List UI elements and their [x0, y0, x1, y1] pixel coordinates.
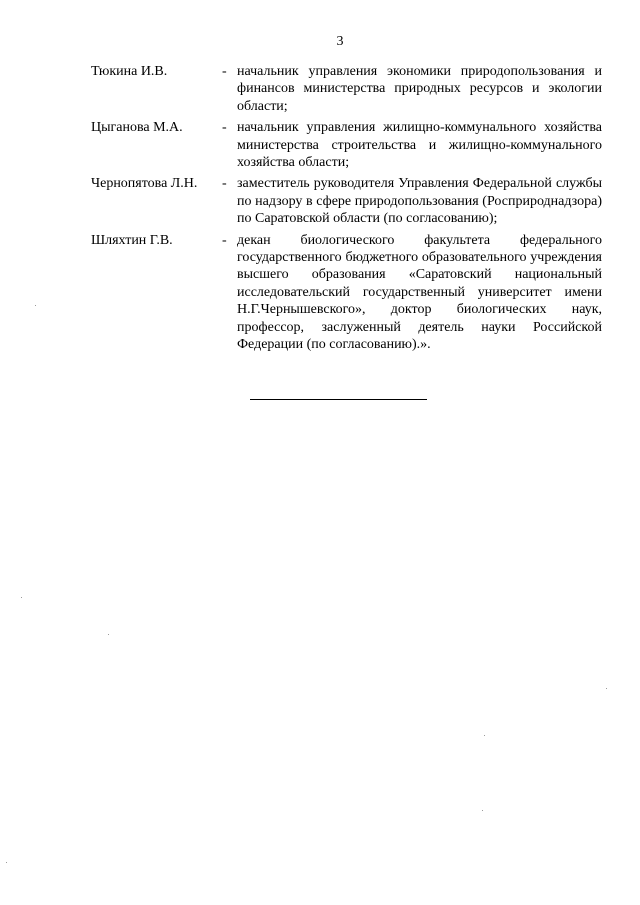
scan-speck [21, 597, 22, 598]
dash-separator: - [222, 120, 227, 136]
scan-speck [108, 634, 109, 635]
member-list [91, 63, 602, 358]
member-name: Шляхтин Г.В. [91, 232, 173, 248]
list-item [91, 119, 602, 171]
dash-separator: - [222, 176, 227, 192]
member-position: декан биологического факультета федерального государственного бюджетного образовательного учреждения высшего образования «Саратовский национальный исследовательский государственный университет имени Н.Г.Чернышевского», доктор биологических наук, профессор, заслуженный деятель науки Российской Федерации (по согласованию).». [237, 232, 602, 353]
scan-speck [482, 810, 483, 811]
member-name: Чернопятова Л.Н. [91, 176, 198, 192]
dash-separator: - [222, 232, 227, 248]
scan-speck [6, 862, 7, 863]
member-name: Цыганова М.А. [91, 120, 183, 136]
member-position: заместитель руководителя Управления Федеральной службы по надзору в сфере природопользования (Росприроднадзора) по Саратовской области (по согласованию); [237, 176, 602, 227]
member-name: Тюкина И.В. [91, 64, 168, 79]
scan-speck [484, 735, 485, 736]
scan-speck [35, 305, 36, 306]
member-position: начальник управления экономики природопользования и финансов министерства природных ресурсов и экологии области; [237, 64, 602, 114]
dash-separator: - [222, 64, 227, 79]
list-item [91, 232, 602, 354]
closing-rule [250, 399, 427, 400]
page-number: 3 [336, 34, 344, 49]
member-position: начальник управления жилищно-коммунального хозяйства министерства строительства и жилищно-коммунального хозяйства области; [237, 120, 602, 171]
list-item [91, 175, 602, 227]
list-item [91, 63, 602, 115]
scan-speck [606, 688, 607, 689]
